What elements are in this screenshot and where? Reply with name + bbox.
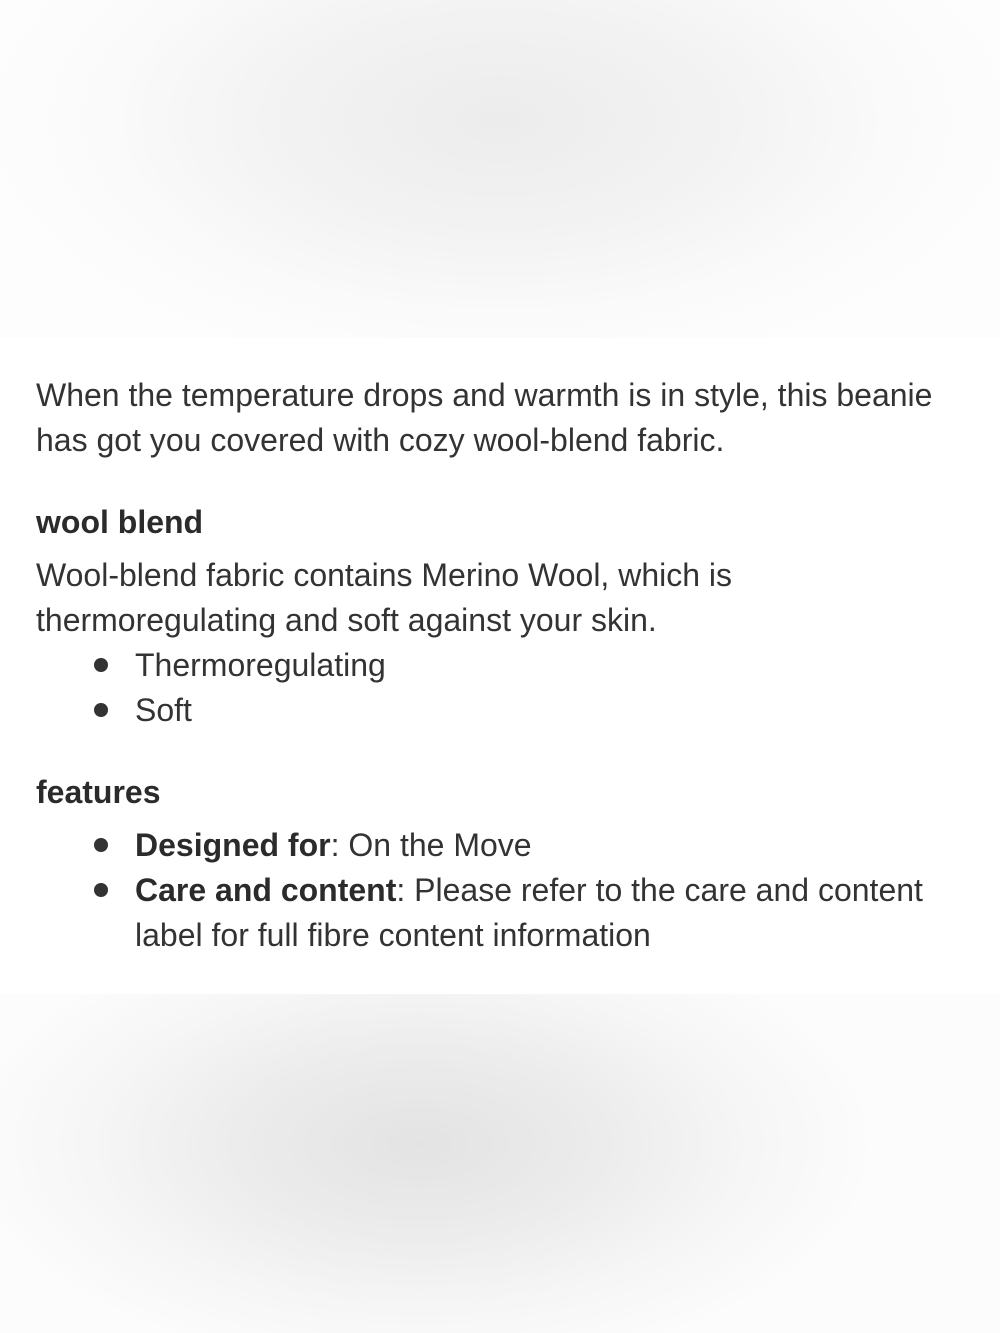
- wool-blend-heading: wool blend: [36, 504, 204, 540]
- product-description-body: [36, 373, 966, 958]
- feature-separator: :: [396, 872, 406, 908]
- bullet-icon: [94, 883, 108, 897]
- blurred-image-top: [0, 0, 1000, 338]
- wool-blend-list: [36, 643, 966, 733]
- features-heading: features: [36, 774, 161, 810]
- blurred-image-bottom: [0, 994, 1000, 1333]
- features-list: [36, 823, 966, 958]
- list-item: [36, 688, 966, 733]
- list-item: [36, 643, 966, 688]
- list-item-text: Thermoregulating: [135, 647, 386, 683]
- feature-value: On the Move: [339, 827, 532, 863]
- wool-blend-description: Wool-blend fabric contains Merino Wool, which is thermoregulating and soft against your skin.: [36, 557, 733, 638]
- intro-text: When the temperature drops and warmth is in style, this beanie has got you covered with cozy wool-blend fabric.: [36, 377, 933, 458]
- feature-separator: :: [330, 827, 340, 863]
- list-item: [36, 868, 966, 958]
- list-item-text: Soft: [135, 692, 192, 728]
- bullet-icon: [94, 658, 108, 672]
- product-description-panel: [0, 338, 1000, 994]
- bullet-icon: [94, 838, 108, 852]
- feature-label: Care and content: [135, 872, 397, 908]
- list-item: [36, 823, 966, 868]
- bullet-icon: [94, 703, 108, 717]
- feature-label: Designed for: [135, 827, 331, 863]
- feature-value: Please refer to the care and content label for full fibre content information: [135, 872, 923, 953]
